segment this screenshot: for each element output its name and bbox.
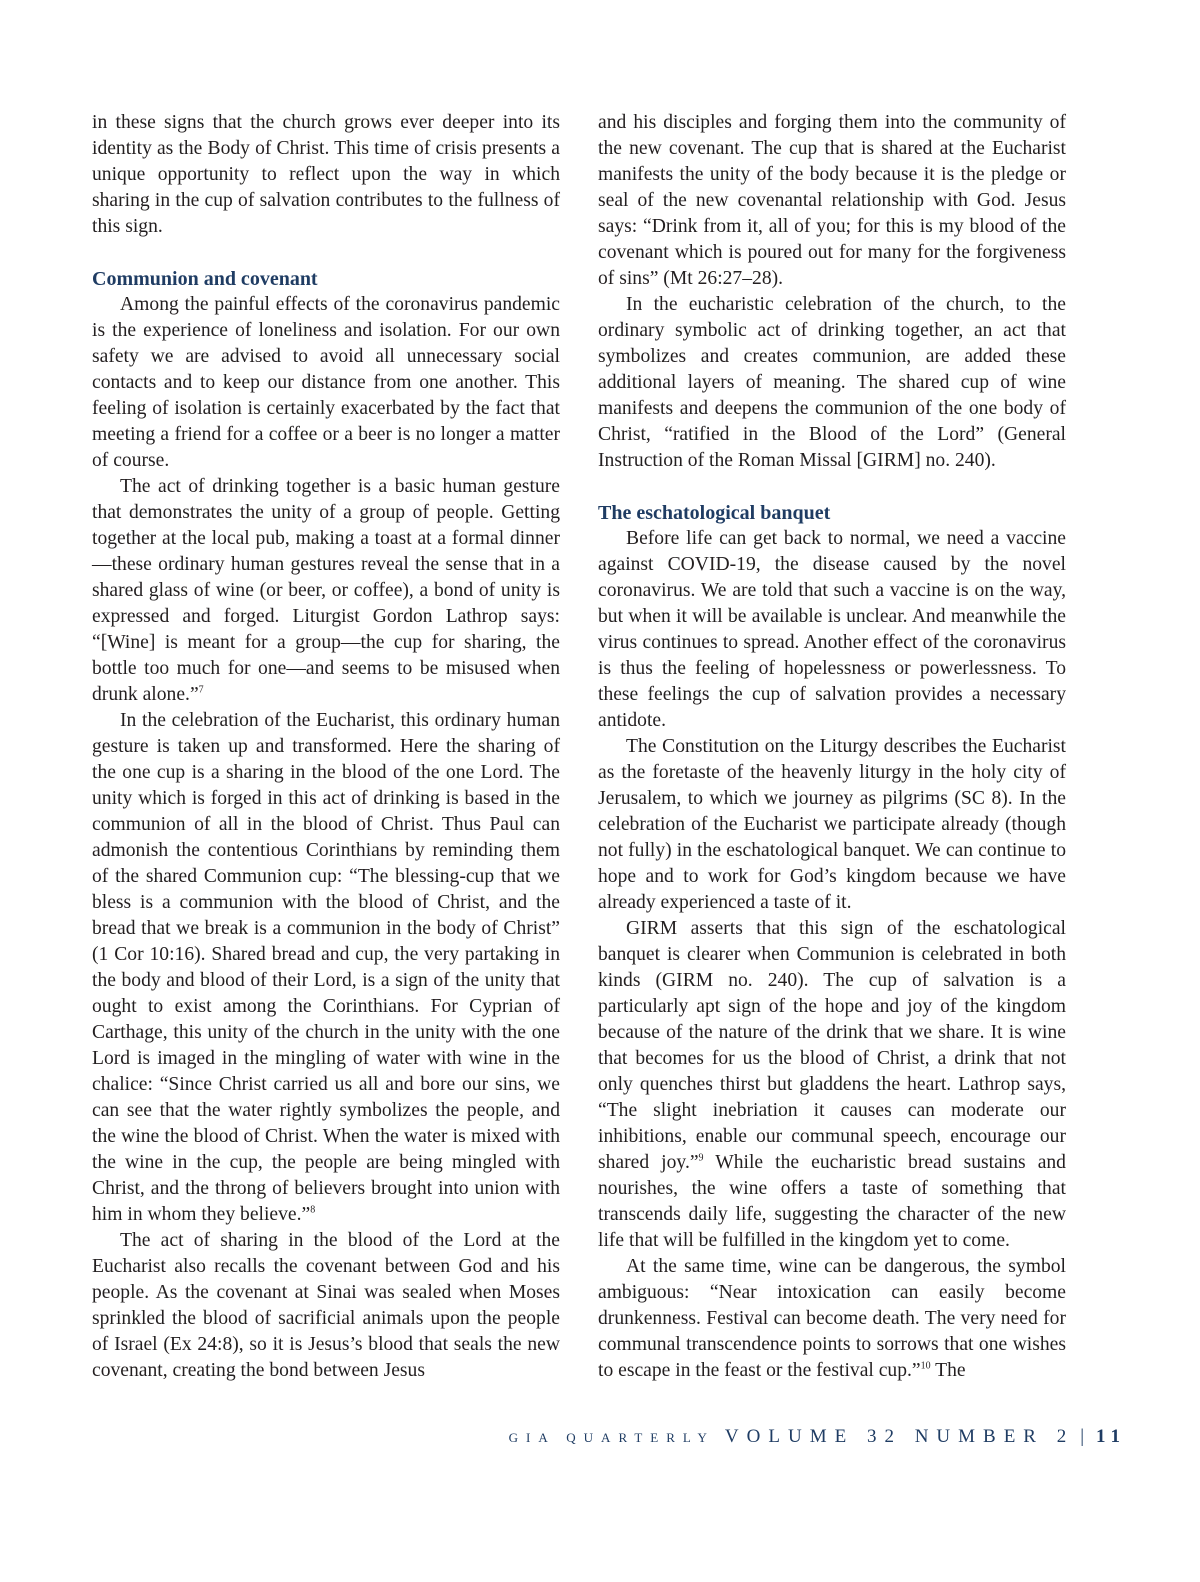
paragraph: and his disciples and forging them into the community of the new covenant. The cup that is shared at the Eucharist manifests the unity of the body because it is the pledge or seal of the new covenantal relationship with God. Jesus says: “Drink from it, all of you; for this is my blood of the covenant which is poured out for many for the forgiveness of sins” (Mt 26:27–28). <box>598 112 1066 289</box>
footnote-marker-8: 8 <box>310 1204 316 1216</box>
footnote-marker-9: 9 <box>698 1152 704 1164</box>
footnote-marker-7: 7 <box>198 684 204 696</box>
section-heading-communion-and-covenant: Communion and covenant <box>92 268 318 290</box>
paragraph-text: The act of drinking together is a basic human gesture that demonstrates the unity of a group of people. Getting together at the local pub, making a toast at a formal dinner—these ordinary human gestures reveal the sense that in a shared glass of wine (or beer, or coffee), a bond of unity is expressed and forged. Liturgist Gordon Lathrop says: “[Wine] is meant for a group—the cup for sharing, the bottle too much for one—and seems to be misused when drunk alone.” <box>92 476 560 705</box>
paragraph-text: GIRM asserts that this sign of the eschatological banquet is clearer when Communion is celebrated in both kinds (GIRM no. 240). The cup of salvation is a particularly apt sign of the hope and joy of the kingdom because of the nature of the drink that we share. It is wine that becomes for us the blood of Christ, a drink that not only quenches thirst but gladdens the heart. Lathrop says, “The slight inebriation it causes can moderate our inhibitions, enable our communal speech, encourage our shared joy.” <box>598 918 1066 1173</box>
paragraph: in these signs that the church grows ever deeper into its identity as the Body of Christ. This time of crisis presents a unique opportunity to reflect upon the way in which sharing in the cup of salvation contributes to the fullness of this sign. <box>92 112 560 237</box>
left-column <box>92 110 560 1384</box>
paragraph: The act of sharing in the blood of the Lord at the Eucharist also recalls the covenant between God and his people. As the covenant at Sinai was sealed when Moses sprinkled the blood of sacrificial animals upon the people of Israel (Ex 24:8), so it is Jesus’s blood that seals the new covenant, creating the bond between Jesus <box>92 1230 560 1381</box>
section-heading-eschatological-banquet: The eschatological banquet <box>598 502 831 524</box>
paragraph-text: The <box>930 1360 966 1381</box>
paragraph <box>598 916 1066 1254</box>
paragraph <box>92 474 560 708</box>
page-footer <box>509 1426 1126 1448</box>
paragraph-text: In the celebration of the Eucharist, this ordinary human gesture is taken up and transformed. Here the sharing of the one cup is a sharing in the blood of the one Lord. The unity which is forged in this act of drinking is based in the communion of all in the blood of Christ. Thus Paul can admonish the contentious Corinthians by reminding them of the shared Communion cup: “The blessing-cup that we bless is a communion with the blood of Christ, and the bread that we break is a communion in the body of Christ” (1 Cor 10:16). Shared bread and cup, the very partaking in the body and blood of their Lord, is a sign of the unity that ought to exist among the Corinthians. For Cyprian of Carthage, this unity of the church in the unity with the one Lord is imaged in the mingling of water with wine in the chalice: “Since Christ carried us all and bore our sins, we can see that the water rightly symbolizes the people, and the wine the blood of Christ. When the water is mixed with the wine in the cup, the people are being mingled with Christ, and the throng of believers brought into union with him in whom they believe.” <box>92 710 560 1225</box>
paragraph: In the eucharistic celebration of the church, to the ordinary symbolic act of drinking together, an act that symbolizes and creates communion, are added these additional layers of meaning. The shared cup of wine manifests and deepens the communion of the one body of Christ, “ratified in the Blood of the Lord” (General Instruction of the Roman Missal [GIRM] no. 240). <box>598 294 1066 471</box>
right-column <box>598 110 1066 1384</box>
footer-separator: | <box>1080 1426 1085 1447</box>
paragraph-text: While the eucharistic bread sustains and nourishes, the wine offers a taste of something that transcends daily life, suggesting the character of the new life that will be fulfilled in the kingdom yet to come. <box>598 1152 1066 1251</box>
footnote-marker-10: 10 <box>920 1360 931 1372</box>
volume-number: VOLUME 32 NUMBER 2 <box>724 1426 1075 1447</box>
paragraph: The Constitution on the Liturgy describes the Eucharist as the foretaste of the heavenly liturgy in the holy city of Jerusalem, to which we journey as pilgrims (SC 8). In the celebration of the Eucharist we participate already (though not fully) in the eschatological banquet. We can continue to hope and to work for God’s kingdom because we have already experienced a taste of it. <box>598 736 1066 913</box>
paragraph: Before life can get back to normal, we need a vaccine against COVID-19, the disease caused by the novel coronavirus. We are told that such a vaccine is on the way, but when it will be available is unclear. And meanwhile the virus continues to spread. Another effect of the coronavirus is thus the feeling of hopelessness or powerlessness. To these feelings the cup of salvation provides a necessary antidote. <box>598 528 1066 731</box>
paragraph: Among the painful effects of the coronavirus pandemic is the experience of loneliness and isolation. For our own safety we are advised to avoid all unnecessary social contacts and to keep our distance from one another. This feeling of isolation is certainly exacerbated by the fact that meeting a friend for a coffee or a beer is no longer a matter of course. <box>92 294 560 471</box>
paragraph <box>598 1254 1066 1384</box>
paragraph <box>92 708 560 1228</box>
publication-name: GIA QUARTERLY <box>508 1430 715 1445</box>
paragraph-text: At the same time, wine can be dangerous, the symbol ambiguous: “Near intoxication can easily become drunkenness. Festival can become death. The very need for communal transcendence points to sorrows that one wishes to escape in the feast or the festival cup.” <box>598 1256 1066 1381</box>
page-number: 11 <box>1096 1426 1126 1447</box>
